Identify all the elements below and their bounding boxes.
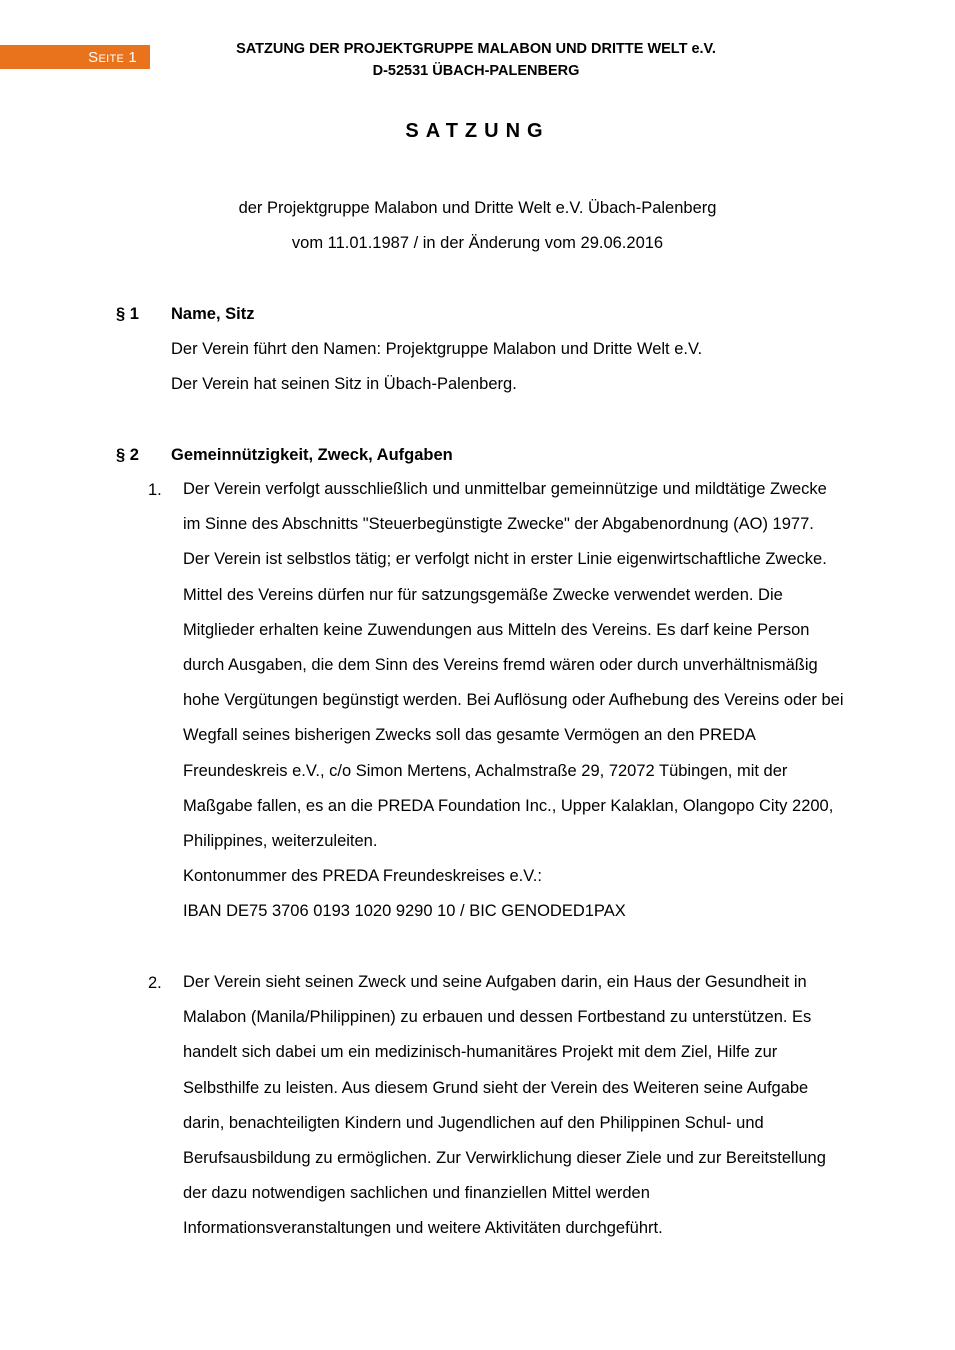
section-1-line-name: Der Verein führt den Namen: Projektgruppe Malabon und Dritte Welt e.V. [171,340,703,358]
header-org-name: SATZUNG DER PROJEKTGRUPPE MALABON UND DRITTE WELT e.V. [236,41,716,57]
section-2-number: § 2 [116,446,139,464]
page-label-rest: EITE [98,53,125,65]
document-title: SATZUNG [405,120,550,142]
section-1-line-seat: Der Verein hat seinen Sitz in Übach-Palenberg. [171,375,517,393]
section-2-item-2 [183,965,848,1247]
page-number-badge [0,45,150,69]
header-location: D-52531 ÜBACH-PALENBERG [372,63,580,79]
item-1-paragraph-purpose: Der Verein verfolgt ausschließlich und unmittelbar gemeinnützige und mildtätige Zwecke im Sinne des Abschnitts "Steuerbegünstigte Zwecke" der Abgabenordnung (AO) 1977. [183,480,827,534]
section-2-item-1 [183,472,848,930]
item-2-paragraph-mission: Der Verein sieht seinen Zweck und seine Aufgaben darin, ein Haus der Gesundheit in Malabon (Manila/Philippinen) zu erbauen und dessen Fortbestand zu unterstützen. Es handelt sich dabei um ein medizinisch-humanitäres Projekt mit dem Ziel, Hilfe zur Selbsthilfe zu leisten. Aus diesem Grund sieht der Verein des Weiteren seine Aufgabe darin, benachteiligten Kindern und Jugendlichen auf den Philippinen Schul- und Berufsausbildung zu ermöglichen. Zur Verwirklichung dieser Ziele und zur Bereitstellung der dazu notwendigen sachlichen und finanziellen Mittel werden Informationsveranstaltungen und weitere Aktivitäten durchgeführt. [183,973,826,1238]
item-1-paragraph-iban: IBAN DE75 3706 0193 1020 9290 10 / BIC GENODED1PAX [183,902,626,921]
section-1-title: Name, Sitz [171,305,255,323]
subtitle-date: vom 11.01.1987 / in der Änderung vom 29.06.2016 [291,234,664,252]
section-2-item-1-number: 1. [148,481,162,499]
section-2-title: Gemeinnützigkeit, Zweck, Aufgaben [171,446,453,464]
document-header [150,38,802,82]
section-2-item-2-number: 2. [148,974,162,992]
item-1-paragraph-account-label: Kontonummer des PREDA Freundeskreises e.V.: [183,867,542,886]
section-1-number: § 1 [116,305,139,323]
subtitle-organization: der Projektgruppe Malabon und Dritte Welt e.V. Übach-Palenberg [238,199,717,217]
page-label-initial: S [88,49,99,66]
page-number: 1 [128,49,137,66]
item-1-paragraph-selfless: Der Verein ist selbstlos tätig; er verfolgt nicht in erster Linie eigenwirtschaftliche Zwecke. Mittel des Vereins dürfen nur für satzungsgemäße Zwecke verwendet werden. Die Mitglieder erhalten keine Zuwendungen aus Mitteln des Vereins. Es darf keine Person durch Ausgaben, die dem Sinn des Vereins fremd wären oder durch unverhältnismäßig hohe Vergütungen begünstigt werden. Bei Auflösung oder Aufhebung des Vereins oder bei Wegfall seines bisherigen Zwecks soll das gesamte Vermögen an den PREDA Freundeskreis e.V., c/o Simon Mertens, Achalmstraße 29, 72072 Tübingen, mit der Maßgabe fallen, es an die PREDA Foundation Inc., Upper Kalaklan, Olangopo City 2200, Philippines, weiterzuleiten. [183,550,844,851]
